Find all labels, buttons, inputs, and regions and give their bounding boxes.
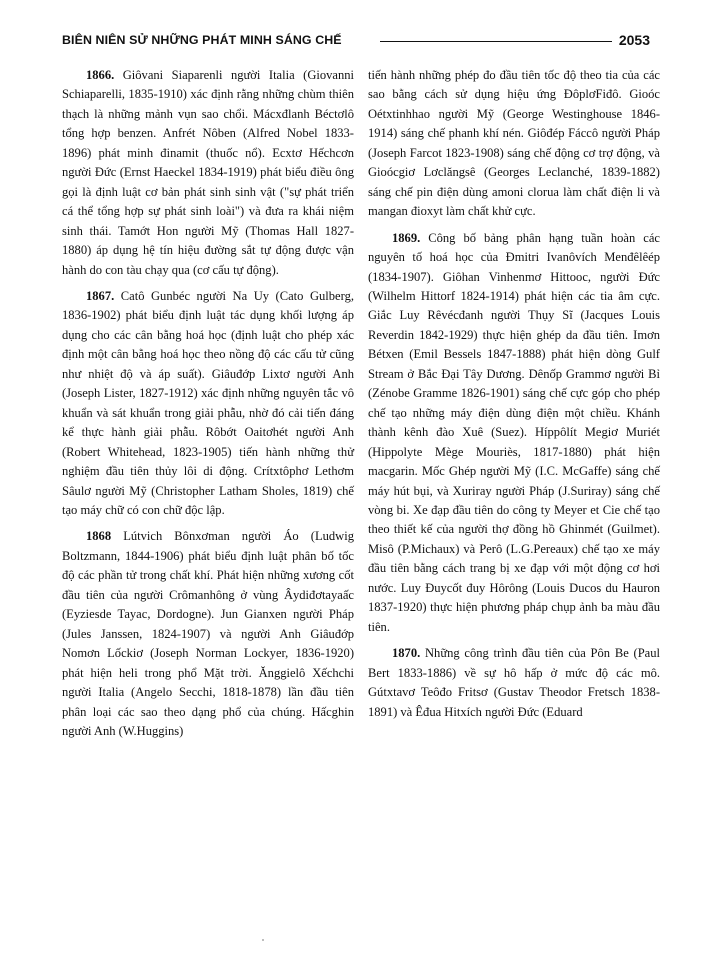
header-rule [380,41,612,42]
right-column [368,66,660,729]
entry-year: 1868 [86,529,112,544]
entry-text: Công bố bảng phân hạng tuần hoàn các nguyên tố hoá học của Đmitri Ivanôvích Menđêlêép (1834-1907). Giôhan Vinhenmơ Hittooc, người Đức (Wilhelm Hittorf 1824-1914) phát hiện các tia âm cực. Giắc Luy Rêvécđanh người Thụy Sĩ (Jacques Louis Reverdin 1842-1929) thực hiện ghép da đầu tiên. Imơn Bétxen (Emil Bessels 1847-1888) phát hiện dòng Gulf Stream ở Bắc Đại Tây Dương. Dênốp Grammơ người Bỉ (Zénobe Gramme 1826-1901) sáng chế cực góp cho phép chế tạo những máy điện dùng điện một chiều. Khánh thành kênh đào Xuê (Suez). Híppôlít Megiơ Muriét (Hippolyte Mège Mouriès, 1817-1880) phát hiện macgarin. Mốc Ghép người Mỹ (I.C. McGaffe) sáng chế máy hút bụi, và Xuriray người Pháp (J.Suriray) sáng chế vòng bi. Xe đạp đầu tiên do công ty Meyer et Cie chế tạo theo thiết kế của người thợ đồng hồ Ghinmét (Guilmet). Misô (P.Michaux) và Perô (L.G.Pereaux) chế tạo xe máy đầu tiên bằng cách trang bị xe đạp với một động cơ hơi nước. Luy Đuycốt đuy Hôrông (Louis Ducos du Hauron 1837-1920) thực hiện phương pháp chụp ảnh ba màu đầu tiên. [368,230,661,634]
page-number: 2053 [618,32,650,48]
entry-text: Những công trình đầu tiên của Pôn Be (Paul Bert 1833-1886) về sự hô hấp ở mức độ các mô. Gútxtavơ Teôđo Fritsơ (Gustav Theodor Fretsch 1838-1891) và Êđua Hitxích người Đức (Eduard [368,646,660,719]
entry-1867 [62,287,354,520]
entry-text: Lútvich Bônxơman người Áo (Ludwig Boltzmann, 1844-1906) phát biểu định luật phân bố tốc độ các phần tử trong chất khí. Phát hiện những xương cốt đầu tiên của người Crômanhông ở vùng Âydiđơtayaấc (Eyziesde Tayac, Dordogne). Jun Gianxen người Pháp (Jules Janssen, 1824-1907) và người Anh Giâuđớp Nomơn Lốckiơ (Joseph Norman Lockyer, 1836-1920) phát hiện heli trong phổ Mặt trời. Ănggielô Xếchchi người Italia (Angelo Secchi, 1818-1878) lần đầu tiên phân loại các sao theo dạng phổ của chúng. Hấcghin người Anh (W.Huggins) [62,529,354,738]
entry-1869 [368,229,660,638]
entry-year: 1870. [392,646,421,661]
entry-year: 1869. [392,230,421,245]
entry-year: 1867. [86,288,115,303]
entry-1870 [368,644,660,722]
scan-speck [262,939,264,941]
running-header [62,30,650,52]
running-title: BIÊN NIÊN SỬ NHỮNG PHÁT MINH SÁNG CHẾ [62,33,342,47]
entry-1868-continued [368,66,660,222]
entry-1866 [62,66,354,280]
entry-text: tiến hành những phép đo đầu tiên tốc độ theo tia của các sao bằng cách sử dụng hiệu ứng ĐôplơFiđô. Gioóc Oétxtinhhao người Mỹ (George Westinghouse 1846-1914) sáng chế phanh khí nén. Giôđép Fáccô người Pháp (Joseph Farcot 1823-1908) sáng chế động cơ trợ động, và Gioócgiơ Lơclăngsê (Georges Leclanché, 1839-1882) sáng chế pin điện dùng amoni clorua làm chất điện li và mangan đioxyt làm chất khử cực. [368,68,660,219]
left-column [62,66,354,748]
entry-1868 [62,527,354,741]
entry-text: Giôvani Siaparenli người Italia (Giovanni Schiaparelli, 1835-1910) xác định rằng những chùm thiên thạch là những mảnh vụn sao chổi. Mácxđlanh Béctơlô tổng hợp benzen. Anfrét Nôben (Alfred Nobel 1833-1896) phát minh đinamit (thuốc nổ). Ecxtơ Hếchcơn người Đức (Ernst Haeckel 1834-1919) phát biểu điều ông gọi là định luật cơ bản phát sinh sinh vật ("sự phát triển cá thể tổng hợp sự phát sinh loài") và đưa ra khái niệm sinh thái. Tamớt Hon người Mỹ (Thomas Hall 1827-1880) áp dụng hệ tín hiệu đường sắt tự động được vận hành do con tàu chạy qua (cơ cấu tự động). [62,68,355,277]
entry-year: 1866. [86,68,115,82]
entry-text: Catô Gunbéc người Na Uy (Cato Gulberg, 1836-1902) phát biểu định luật tác dụng khối lượng áp dụng cho các cân bằng hoá học (định luật cho phép xác định một cân bằng hoá học theo nồng độ các cấu tử cũng như nhiệt độ và áp suất). Giâuđớp Lixtơ người Anh (Joseph Lister, 1827-1912) xác định những nguyên tắc vô khuẩn và sát khuẩn trong giải phẫu, nhờ đó cải tiến đáng kể thực hành giải phẫu. Rôbớt Oaitơhét người Anh (Robert Whitehead, 1823-1905) tiến hành những thử nghiệm đầu tiên thủy lôi di động. Crítxtôphơ Lethơm Sâulơ người Mỹ (Christopher Latham Sholes, 1819) chế tạo máy chữ có con chữ độc lập. [62,288,354,517]
